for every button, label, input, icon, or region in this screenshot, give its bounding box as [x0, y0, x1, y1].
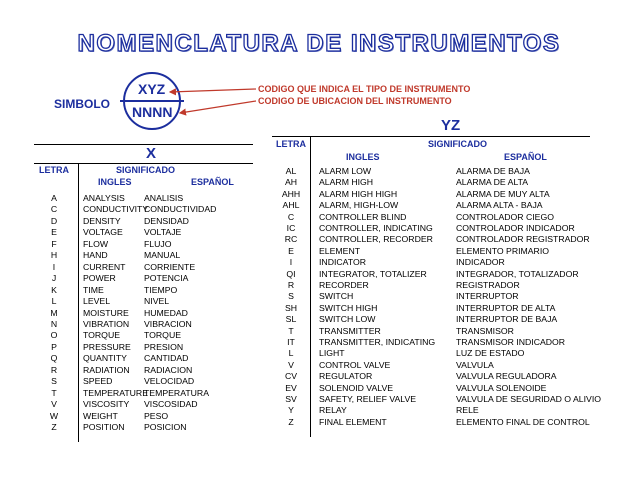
x-table-english: LEVEL	[83, 296, 111, 307]
yz-table-english: INDICATOR	[319, 257, 366, 268]
x-table-letter: V	[51, 399, 57, 410]
symbol-type-code: XYZ	[138, 81, 166, 97]
yz-table-letter: SV	[285, 394, 297, 404]
yz-table-english: TRANSMITTER	[319, 325, 381, 336]
yz-table-row	[272, 405, 622, 416]
yz-table-letter: AL	[285, 166, 297, 176]
x-table-row	[34, 388, 253, 399]
x-table-row	[34, 193, 253, 204]
x-table-english: VOLTAGE	[83, 227, 123, 238]
yz-table-letter: T	[288, 325, 294, 336]
x-table-letter: H	[50, 250, 58, 261]
x-table-spanish: FLUJO	[144, 238, 172, 249]
yz-table-row	[272, 166, 622, 177]
yz-table-letter: AH	[284, 177, 298, 188]
x-table-english: CONDUCTIVITY	[83, 204, 149, 215]
yz-table-row	[272, 371, 622, 382]
yz-table-spanish: INTERRUPTOR	[456, 291, 519, 302]
yz-table-english: ALARM, HIGH-LOW	[319, 200, 399, 211]
yz-table-letter: V	[288, 359, 294, 370]
x-table-row	[34, 319, 253, 330]
yz-table-letter: SH	[284, 302, 298, 313]
yz-table-english: FINAL ELEMENT	[319, 416, 387, 427]
yz-table-spanish: RELE	[456, 405, 479, 416]
yz-table-english: SOLENOID VALVE	[319, 382, 394, 393]
yz-table-english: SWITCH HIGH	[319, 302, 378, 313]
x-table-spanish: CONDUCTIVIDAD	[144, 204, 217, 215]
x-table-letter: T	[51, 387, 57, 398]
x-table-english: RADIATION	[83, 364, 130, 375]
yz-table-english: INTEGRATOR, TOTALIZER	[319, 268, 427, 279]
page-title: NOMENCLATURA DE INSTRUMENTOS	[77, 30, 561, 57]
yz-table-english: CONTROL VALVE	[319, 359, 391, 370]
x-table-row	[34, 308, 253, 319]
yz-table-english: SWITCH LOW	[319, 314, 376, 325]
x-table-spanish: RADIACION	[144, 364, 193, 375]
yz-table-row	[272, 280, 622, 291]
x-table-top-border	[34, 144, 253, 145]
yz-table-spanish: ELEMENTO PRIMARIO	[456, 245, 550, 256]
yz-table-english: ELEMENT	[319, 245, 361, 256]
yz-table-english: RECORDER	[319, 280, 369, 290]
yz-table-english: RELAY	[319, 405, 347, 416]
x-table-spanish: VELOCIDAD	[144, 376, 195, 387]
yz-table-spanish: ELEMENTO FINAL DE CONTROL	[456, 416, 590, 427]
yz-table-letter: I	[289, 257, 293, 268]
yz-table-spanish: VALVULA SOLENOIDE	[456, 382, 547, 393]
x-table-row	[34, 204, 253, 215]
yz-table-spanish: INTERRUPTOR DE BAJA	[456, 314, 558, 325]
yz-table-row	[272, 417, 622, 428]
yz-table-letter: Y	[288, 405, 294, 416]
symbol-location-code: NNNN	[132, 104, 173, 120]
yz-table-letter: SL	[285, 314, 297, 325]
x-table-letter: I	[52, 261, 56, 272]
yz-table-letter: CV	[284, 371, 298, 382]
yz-table-letter: EV	[285, 382, 297, 393]
yz-table-row	[272, 269, 622, 280]
yz-table-row	[272, 291, 622, 302]
x-table-row	[34, 216, 253, 227]
x-table-letter: F	[51, 238, 57, 249]
x-table-spanish: NIVEL	[144, 296, 170, 307]
x-table-english: TEMPERATURE	[83, 387, 148, 398]
yz-table-letter: QI	[286, 268, 296, 279]
yz-table-letter: R	[287, 280, 295, 290]
yz-table-spanish: CONTROLADOR INDICADOR	[456, 223, 575, 233]
x-table-english: POSITION	[83, 422, 125, 432]
yz-table-row	[272, 189, 622, 200]
yz-table-english: CONTROLLER, INDICATING	[319, 223, 433, 233]
x-table-spanish: POTENCIA	[144, 273, 189, 284]
x-table-english: VIBRATION	[83, 318, 130, 329]
yz-table-letter: S	[288, 291, 294, 302]
x-table-spanish: CORRIENTE	[144, 261, 196, 272]
yz-table-spanish: ALARMA DE ALTA	[456, 177, 529, 188]
x-table-spanish: TIEMPO	[144, 284, 178, 295]
yz-table-row	[272, 177, 622, 188]
yz-table-spanish: CONTROLADOR REGISTRADOR	[456, 234, 590, 245]
x-table-spanish: TEMPERATURA	[144, 387, 209, 398]
yz-table-spanish: ALARMA ALTA - BAJA	[456, 200, 543, 211]
x-table-english: PRESSURE	[83, 341, 131, 352]
yz-table-letter: AHH	[281, 188, 301, 199]
x-table-spanish: HUMEDAD	[144, 307, 188, 318]
x-table-spanish: VOLTAJE	[144, 227, 182, 238]
yz-table-spanish: TRANSMISOR INDICADOR	[456, 337, 566, 347]
yz-table-row	[272, 200, 622, 211]
x-table-english: SPEED	[83, 376, 113, 387]
yz-table-spanish: INDICADOR	[456, 257, 505, 268]
yz-table-row	[272, 394, 622, 405]
x-table-letter: P	[51, 341, 57, 352]
yz-table-english: ALARM HIGH	[319, 177, 374, 188]
x-table-row	[34, 422, 253, 433]
x-table-letter: A	[51, 193, 57, 203]
x-table-row	[34, 296, 253, 307]
type-code-note: CODIGO QUE INDICA EL TIPO DE INSTRUMENTO	[258, 84, 471, 94]
yz-table-heading: YZ	[441, 117, 461, 134]
yz-table-spanish: VALVULA	[456, 359, 494, 370]
yz-table-letter: Z	[288, 416, 294, 427]
x-table-heading: X	[146, 145, 157, 162]
type-arrow	[170, 89, 256, 92]
yz-table-english: REGULATOR	[319, 371, 373, 382]
x-table-letter: Q	[50, 353, 58, 364]
symbol-label: SIMBOLO	[54, 97, 110, 111]
yz-table-row	[272, 314, 622, 325]
x-table-letter: O	[50, 330, 58, 341]
x-table-row	[34, 330, 253, 341]
x-col-spanish: ESPAÑOL	[191, 177, 234, 187]
yz-table-letter: IT	[287, 337, 295, 347]
x-table-english: WEIGHT	[83, 410, 118, 421]
x-table-letter: J	[51, 273, 57, 284]
yz-table-row	[272, 348, 622, 359]
x-table-spanish: MANUAL	[144, 250, 181, 261]
yz-table-english: LIGHT	[319, 348, 345, 359]
x-table-row	[34, 365, 253, 376]
yz-table-letter: AHL	[282, 200, 300, 211]
yz-table-row	[272, 326, 622, 337]
location-arrow	[180, 101, 256, 113]
x-table-spanish: PRESION	[144, 341, 184, 352]
yz-table-row	[272, 246, 622, 257]
x-table-row	[34, 273, 253, 284]
yz-table-english: CONTROLLER BLIND	[319, 211, 407, 222]
x-table-english: DENSITY	[83, 215, 121, 226]
x-table-row	[34, 353, 253, 364]
x-table-letter: L	[51, 296, 57, 307]
x-table-row	[34, 399, 253, 410]
x-table-spanish: VIBRACION	[144, 318, 192, 329]
x-table-row	[34, 342, 253, 353]
x-col-english: INGLES	[98, 177, 132, 187]
x-table-english: CURRENT	[83, 261, 126, 272]
x-table-spanish: POSICION	[144, 422, 187, 432]
yz-table-spanish: TRANSMISOR	[456, 325, 514, 336]
x-table-spanish: PESO	[144, 410, 169, 421]
x-table-english: POWER	[83, 273, 116, 284]
x-col-meaning: SIGNIFICADO	[116, 165, 176, 175]
yz-table-top-border	[272, 136, 590, 137]
x-table-english: FLOW	[83, 238, 109, 249]
x-table-heading-border	[34, 163, 253, 164]
x-table-letter: E	[51, 227, 57, 238]
yz-table-letter: E	[288, 245, 294, 256]
x-table-row	[34, 239, 253, 250]
x-table-letter: N	[50, 318, 58, 329]
yz-col-meaning: SIGNIFICADO	[428, 139, 488, 149]
x-table-english: MOISTURE	[83, 307, 129, 318]
x-table-english: QUANTITY	[83, 353, 127, 364]
yz-table-spanish: REGISTRADOR	[456, 280, 520, 290]
yz-table-row	[272, 212, 622, 223]
x-table-letter: C	[50, 204, 58, 215]
yz-table-row	[272, 383, 622, 394]
yz-table-spanish: VALVULA DE SEGURIDAD O ALIVIO	[456, 394, 601, 404]
location-code-note: CODIGO DE UBICACION DEL INSTRUMENTO	[258, 96, 452, 106]
x-table-letter: K	[51, 284, 57, 295]
x-table-spanish: ANALISIS	[144, 193, 184, 203]
yz-table-spanish: INTERRUPTOR DE ALTA	[456, 302, 556, 313]
x-table-english: ANALYSIS	[83, 193, 125, 203]
x-col-letter: LETRA	[39, 165, 69, 175]
x-table-letter: M	[50, 307, 58, 318]
x-table-letter: W	[49, 410, 59, 421]
yz-table-letter: IC	[286, 223, 296, 233]
yz-table-english: ALARM HIGH HIGH	[319, 188, 398, 199]
x-table-spanish: TORQUE	[144, 330, 182, 341]
x-table-english: VISCOSITY	[83, 399, 130, 410]
x-table-row	[34, 227, 253, 238]
yz-table-row	[272, 337, 622, 348]
x-table-spanish: DENSIDAD	[144, 215, 189, 226]
yz-table-spanish: ALARMA DE BAJA	[456, 166, 530, 176]
x-table-letter: S	[51, 376, 57, 387]
yz-table-row	[272, 223, 622, 234]
yz-table-english: SWITCH	[319, 291, 354, 302]
yz-table-spanish: VALVULA REGULADORA	[456, 371, 557, 382]
x-table-row	[34, 285, 253, 296]
x-table-english: TORQUE	[83, 330, 121, 341]
yz-table-row	[272, 303, 622, 314]
x-table-row	[34, 376, 253, 387]
x-table-row	[34, 250, 253, 261]
x-table-spanish: VISCOSIDAD	[144, 399, 198, 410]
x-table-spanish: CANTIDAD	[144, 353, 189, 364]
yz-table-spanish: LUZ DE ESTADO	[456, 348, 525, 359]
yz-table-letter: L	[288, 348, 294, 359]
yz-table-row	[272, 257, 622, 268]
yz-table-english: ALARM LOW	[319, 166, 372, 176]
yz-table-english: TRANSMITTER, INDICATING	[319, 337, 436, 347]
x-table-english: TIME	[83, 284, 104, 295]
yz-col-letter: LETRA	[276, 139, 306, 149]
x-table-row	[34, 262, 253, 273]
yz-table-row	[272, 234, 622, 245]
x-table-letter: Z	[51, 422, 57, 432]
yz-table-english: CONTROLLER, RECORDER	[319, 234, 433, 245]
yz-table-spanish: ALARMA DE MUY ALTA	[456, 188, 550, 199]
yz-col-spanish: ESPAÑOL	[504, 152, 547, 162]
x-table-row	[34, 411, 253, 422]
yz-col-english: INGLES	[346, 152, 380, 162]
yz-table-spanish: CONTROLADOR CIEGO	[456, 211, 554, 222]
x-table-english: HAND	[83, 250, 108, 261]
yz-table-english: SAFETY, RELIEF VALVE	[319, 394, 417, 404]
yz-table-letter: C	[287, 211, 295, 222]
yz-table-spanish: INTEGRADOR, TOTALIZADOR	[456, 268, 579, 279]
yz-table-row	[272, 360, 622, 371]
yz-table-letter: RC	[284, 234, 298, 245]
x-table-letter: R	[50, 364, 58, 375]
x-table-letter: D	[50, 215, 58, 226]
